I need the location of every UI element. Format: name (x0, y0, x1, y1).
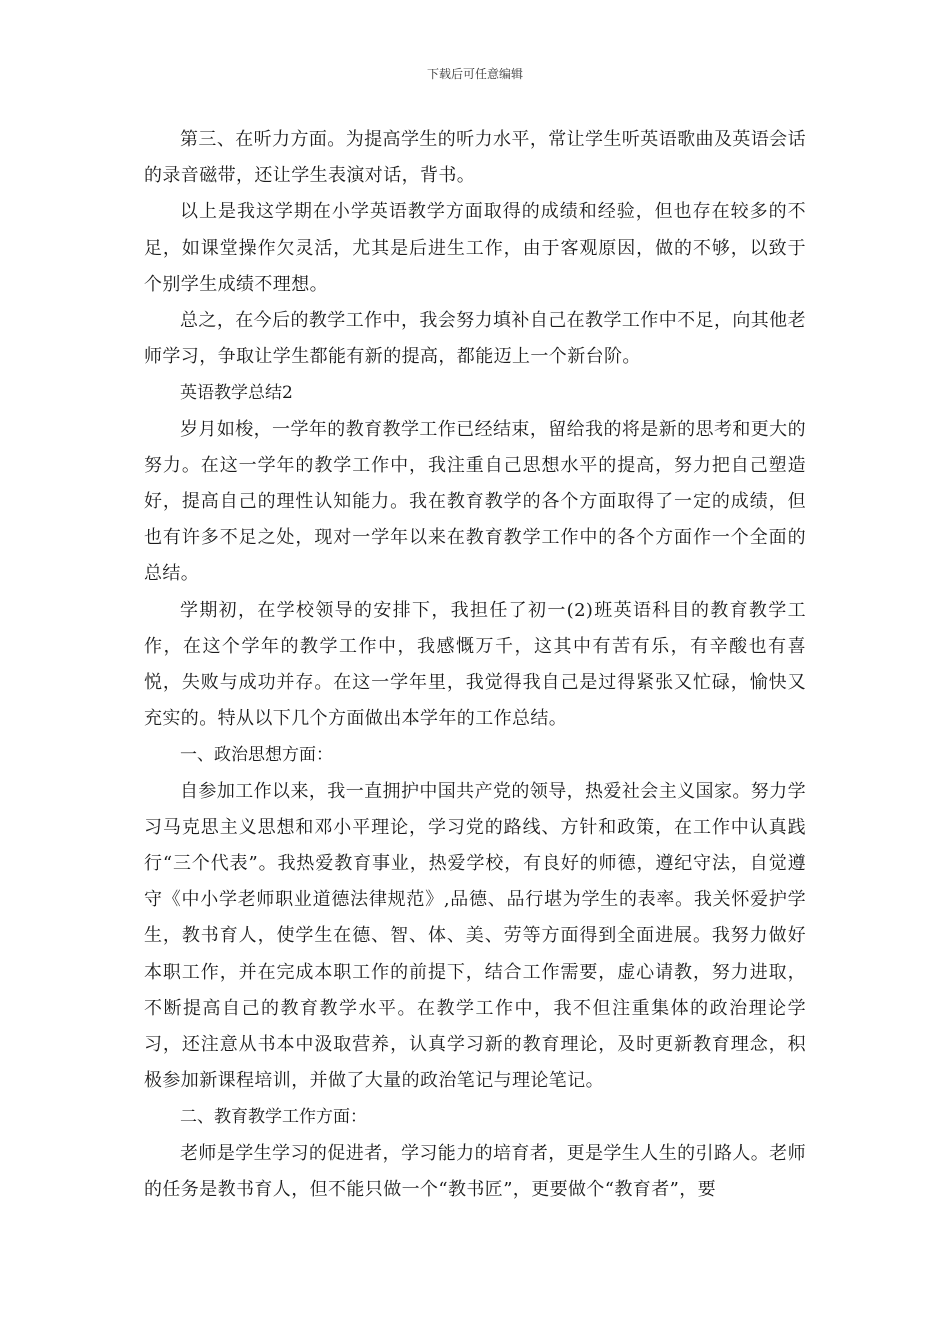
paragraph: 自参加工作以来，我一直拥护中国共产党的领导，热爱社会主义国家。努力学习马克思主义思想和邓小平理论，学习党的路线、方针和政策，在工作中认真践行“三个代表”。我热爱教育事业，热爱学校，有良好的师德，遵纪守法，自觉遵守《中小学老师职业道德法律规范》,品德、品行堪为学生的表率。我关怀爱护学生，教书育人，使学生在德、智、体、美、劳等方面得到全面进展。我努力做好本职工作，并在完成本职工作的前提下，结合工作需要，虚心请教，努力进取，不断提高自己的教育教学水平。在教学工作中，我不但注重集体的政治理论学习，还注意从书本中汲取营养，认真学习新的教育理论，及时更新教育理念，积极参加新课程培训，并做了大量的政治笔记与理论笔记。 (144, 780, 806, 1092)
section-heading: 英语教学总结2 (180, 383, 293, 404)
page-header: 下载后可任意编辑 (426, 67, 523, 81)
paragraph: 总之，在今后的教学工作中，我会努力填补自己在教学工作中不足，向其他老师学习，争取让学生都能有新的提高，都能迈上一个新台阶。 (144, 310, 806, 368)
paragraph: 第三、在听力方面。为提高学生的听力水平，常让学生听英语歌曲及英语会话的录音磁带，还让学生表演对话，背书。 (144, 129, 806, 187)
section-heading: 二、教育教学工作方面： (180, 1107, 367, 1128)
paragraph: 岁月如梭，一学年的教育教学工作已经结束，留给我的将是新的思考和更大的努力。在这一学年的教学工作中，我注重自己思想水平的提高，努力把自己塑造好，提高自己的理性认知能力。我在教育教学的各个方面取得了一定的成绩，但也有许多不足之处，现对一学年以来在教育教学工作中的各个方面作一个全面的总结。 (144, 418, 806, 585)
paragraph: 学期初，在学校领导的安排下，我担任了初一(2)班英语科目的教育教学工作，在这个学年的教学工作中，我感慨万千，这其中有苦有乐，有辛酸也有喜悦，失败与成功并存。在这一学年里，我觉得我自己是过得紧张又忙碌，愉快又充实的。特从以下几个方面做出本学年的工作总结。 (144, 599, 806, 730)
paragraph: 老师是学生学习的促进者，学习能力的培育者，更是学生人生的引路人。老师的任务是教书育人，但不能只做一个“教书匠”，更要做个“教育者”，要 (144, 1142, 806, 1200)
section-heading: 一、政治思想方面： (180, 745, 333, 766)
paragraph: 以上是我这学期在小学英语教学方面取得的成绩和经验，但也存在较多的不足，如课堂操作欠灵活，尤其是后进生工作，由于客观原因，做的不够，以致于个别学生成绩不理想。 (144, 201, 806, 295)
document-body (144, 122, 806, 1208)
